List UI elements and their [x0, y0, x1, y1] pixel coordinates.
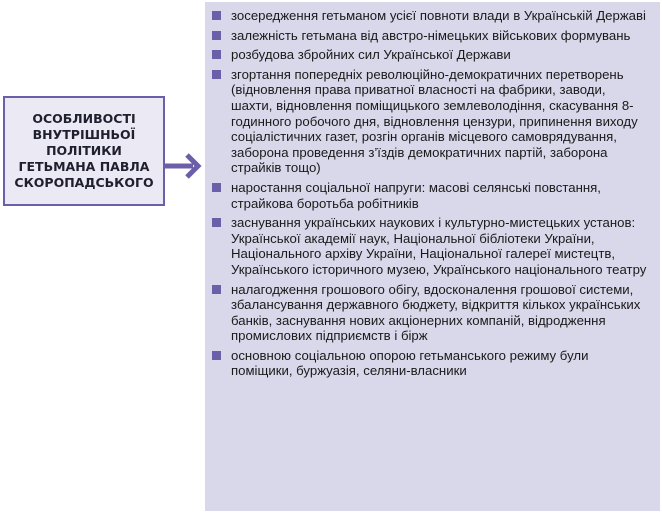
list-item-text: основною соціальною опорою гетьманського режиму були поміщики, буржуазія, селяни-власники: [231, 347, 589, 379]
list-item: [212, 47, 650, 63]
square-bullet-icon: [212, 11, 221, 20]
list-item-text: заснування українських наукових і культурно-мистецьких установ: Української академії наук, Національної бібліотеки України, Національного архіву України, Національної галереї мистецтв, Українського історичного музею, Українського національного театру: [231, 215, 647, 277]
connector-arrow-icon: [165, 151, 205, 181]
square-bullet-icon: [212, 50, 221, 59]
square-bullet-icon: [212, 218, 221, 227]
list-item: [212, 67, 650, 176]
title-label: ОСОБЛИВОСТІ ВНУТРІШНЬОЇ ПОЛІТИКИ ГЕТЬМАНА ПАВЛА СКОРОПАДСЬКОГО: [14, 111, 154, 190]
list-item-text: згортання попередніх революційно-демократичних перетворень (відновлення права приватної власності на фабрики, заводи, шахти, відновлення поміщицького землеволодіння, скасування 8-годинного робочого дня, відновлення цензури, припинення виходу соціалістичних газет, розгін органів місцевого самоврядування, заборона проведення з’їздів демократичних партій, заборона страйків тощо): [231, 66, 638, 176]
list-item-text: зосередження гетьманом усієї повноти влади в Українській Державі: [231, 8, 646, 23]
list-item: [212, 348, 650, 379]
list-item: [212, 215, 650, 277]
list-item: [212, 8, 650, 24]
list-item-text: залежність гетьмана від австро-німецьких військових формувань: [231, 27, 631, 43]
features-panel: [205, 2, 660, 511]
square-bullet-icon: [212, 351, 221, 360]
features-list: [212, 8, 650, 379]
list-item: [212, 180, 650, 211]
list-item-text: розбудова збройних сил Української Держави: [231, 47, 511, 63]
square-bullet-icon: [212, 285, 221, 294]
title-box: [3, 96, 165, 206]
list-item: [212, 282, 650, 344]
list-item-text: наростання соціальної напруги: масові селянські повстання, страйкова боротьба робітників: [231, 179, 601, 211]
square-bullet-icon: [212, 31, 221, 40]
list-item: [212, 28, 650, 44]
square-bullet-icon: [212, 183, 221, 192]
list-item-text: налагодження грошового обігу, вдосконалення грошової системи, збалансування державного бюджету, відкриття кількох українських банків, заснування нових акціонерних компаній, відродження промислових підприємств і бірж: [231, 281, 641, 344]
square-bullet-icon: [212, 70, 221, 79]
